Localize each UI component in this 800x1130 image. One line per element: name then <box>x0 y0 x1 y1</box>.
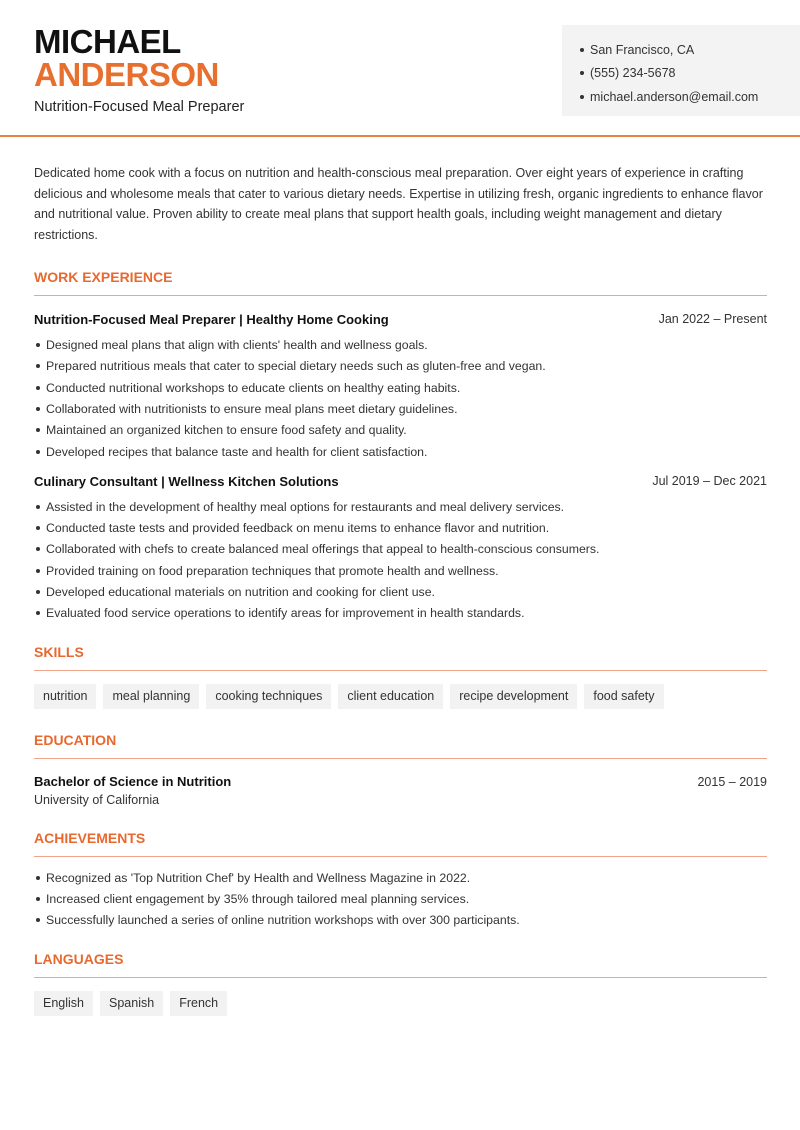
skill-tag: client education <box>338 684 443 709</box>
job-header <box>34 470 767 492</box>
list-item <box>34 334 767 355</box>
skill-tag: meal planning <box>103 684 199 709</box>
bullet-icon <box>36 611 40 615</box>
bullet-icon <box>580 71 584 75</box>
job-bullets <box>34 334 767 462</box>
job-date: Jan 2022 – Present <box>658 312 767 327</box>
bullet-icon <box>580 95 584 99</box>
bullet-text: Successfully launched a series of online nutrition workshops with over 300 participants. <box>46 913 520 928</box>
bullet-text: Developed educational materials on nutrition and cooking for client use. <box>46 584 435 599</box>
job-title: Nutrition-Focused Meal Preparer <box>34 99 245 115</box>
job-date: Jul 2019 – Dec 2021 <box>652 474 767 489</box>
bullet-text: Evaluated food service operations to identify areas for improvement in health standards. <box>46 606 525 621</box>
language-tag: Spanish <box>100 991 163 1016</box>
contact-phone <box>580 62 800 86</box>
bullet-icon <box>36 569 40 573</box>
bullet-text: Conducted nutritional workshops to educate clients on healthy eating habits. <box>46 380 461 395</box>
first-name: MICHAEL <box>34 23 181 60</box>
bullet-text: Collaborated with nutritionists to ensure meal plans meet dietary guidelines. <box>46 401 458 416</box>
list-item <box>34 910 767 931</box>
job-title: Culinary Consultant | Wellness Kitchen Solutions <box>34 473 339 489</box>
bullet-text: Increased client engagement by 35% through tailored meal planning services. <box>46 891 470 906</box>
bullet-icon <box>36 343 40 347</box>
contact-location <box>580 38 800 62</box>
list-item <box>34 867 767 888</box>
achievements-list <box>34 867 767 931</box>
education-date: 2015 – 2019 <box>697 774 767 789</box>
bullet-icon <box>36 505 40 509</box>
section-heading-achievements: ACHIEVEMENTS <box>34 830 767 857</box>
bullet-text: Provided training on food preparation techniques that promote health and wellness. <box>46 563 499 578</box>
bullet-icon <box>36 386 40 390</box>
list-item <box>34 560 767 581</box>
language-tag: French <box>170 991 227 1016</box>
bullet-icon <box>36 407 40 411</box>
section-heading-work: WORK EXPERIENCE <box>34 269 767 296</box>
language-tag: English <box>34 991 93 1016</box>
bullet-text: Developed recipes that balance taste and health for client satisfaction. <box>46 444 428 459</box>
bullet-icon <box>36 897 40 901</box>
bullet-icon <box>36 364 40 368</box>
list-item <box>34 603 767 624</box>
bullet-icon <box>36 876 40 880</box>
job-header <box>34 308 767 330</box>
summary: Dedicated home cook with a focus on nutrition and health-conscious meal preparation. Over eight years of experience in crafting delicious and wholesome meals that cater to various dietary needs. Expertise in utilizing fresh, organic ingredients to enhance flavor and nutritional value. Proven ability to create meal plans that support health goals, including weight management and dietary restrictions. <box>34 166 763 242</box>
list-item <box>34 420 767 441</box>
education-entry <box>34 771 767 807</box>
bullet-text: Designed meal plans that align with clients' health and wellness goals. <box>46 338 428 353</box>
languages-list <box>34 991 767 1016</box>
list-item <box>34 356 767 377</box>
section-heading-skills: SKILLS <box>34 644 767 671</box>
job-entry <box>34 308 767 462</box>
job-bullets <box>34 496 767 624</box>
skills-list <box>34 684 767 709</box>
phone-text: (555) 234-5678 <box>590 66 676 81</box>
bullet-icon <box>36 450 40 454</box>
list-item <box>34 496 767 517</box>
list-item <box>34 377 767 398</box>
bullet-icon <box>36 918 40 922</box>
job-list <box>34 308 767 624</box>
skill-tag: nutrition <box>34 684 96 709</box>
skill-tag: cooking techniques <box>206 684 331 709</box>
contact-box <box>562 25 800 116</box>
location-text: San Francisco, CA <box>590 42 695 57</box>
bullet-icon <box>36 547 40 551</box>
bullet-icon <box>36 428 40 432</box>
list-item <box>34 441 767 462</box>
school: University of California <box>34 792 160 807</box>
degree: Bachelor of Science in Nutrition <box>34 774 232 790</box>
section-heading-languages: LANGUAGES <box>34 951 767 978</box>
last-name: ANDERSON <box>34 56 219 93</box>
bullet-icon <box>580 48 584 52</box>
bullet-text: Collaborated with chefs to create balanced meal offerings that appeal to health-conscious consumers. <box>46 542 600 557</box>
bullet-text: Conducted taste tests and provided feedback on menu items to enhance flavor and nutrition. <box>46 521 550 536</box>
bullet-icon <box>36 590 40 594</box>
contact-email <box>580 85 800 109</box>
list-item <box>34 539 767 560</box>
list-item <box>34 581 767 602</box>
resume-header <box>0 0 800 137</box>
skill-tag: food safety <box>584 684 663 709</box>
section-heading-education: EDUCATION <box>34 732 767 759</box>
list-item <box>34 398 767 419</box>
list-item <box>34 888 767 909</box>
bullet-text: Maintained an organized kitchen to ensure food safety and quality. <box>46 423 407 438</box>
list-item <box>34 517 767 538</box>
bullet-text: Assisted in the development of healthy meal options for restaurants and meal delivery services. <box>46 499 565 514</box>
bullet-text: Prepared nutritious meals that cater to special dietary needs such as gluten-free and vegan. <box>46 359 546 374</box>
job-title: Nutrition-Focused Meal Preparer | Healthy Home Cooking <box>34 311 389 327</box>
bullet-text: Recognized as 'Top Nutrition Chef' by Health and Wellness Magazine in 2022. <box>46 870 471 885</box>
bullet-icon <box>36 526 40 530</box>
email-text: michael.anderson@email.com <box>590 89 759 104</box>
skill-tag: recipe development <box>450 684 577 709</box>
job-entry <box>34 470 767 624</box>
